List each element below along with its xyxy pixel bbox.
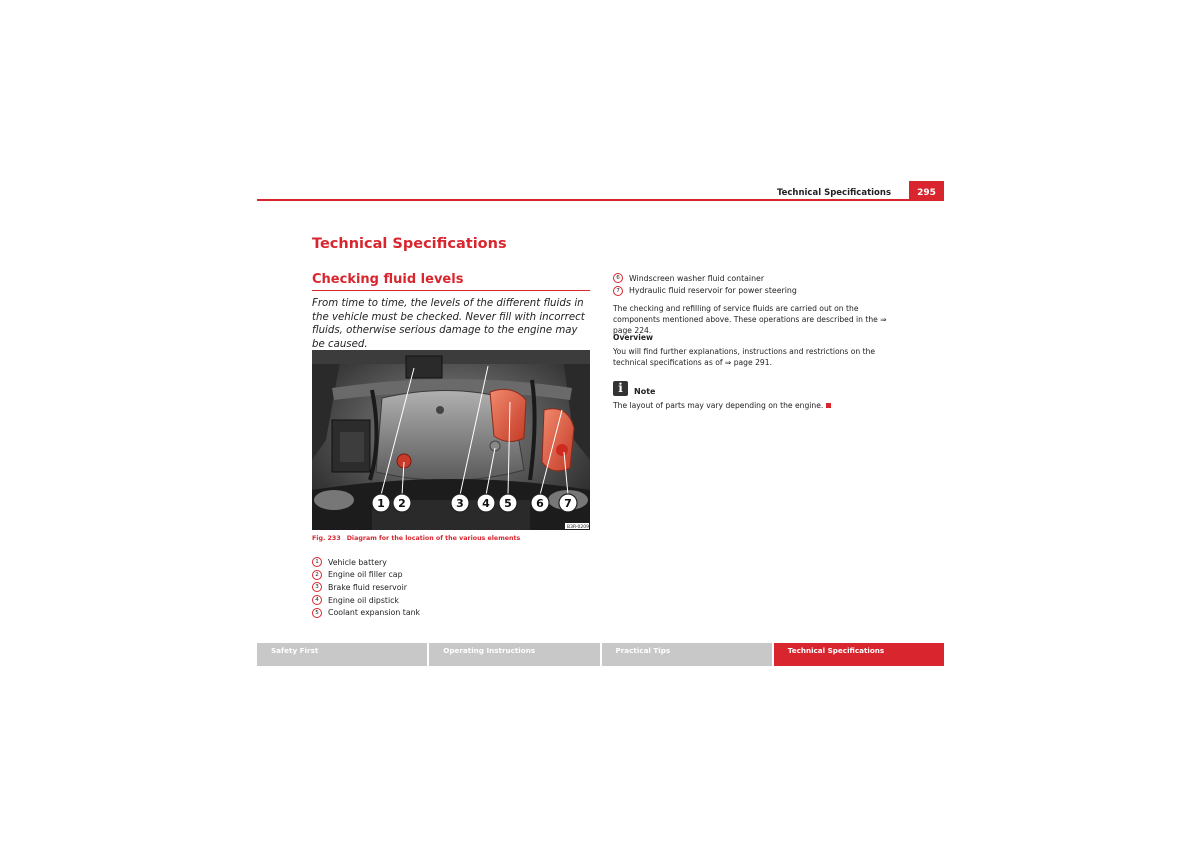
parts-list-right [613, 272, 797, 297]
page-number: 295 [909, 181, 944, 201]
svg-text:7: 7 [564, 497, 572, 510]
list-item [312, 606, 420, 619]
callout-1-icon [372, 494, 390, 512]
list-item-label: Hydraulic fluid reservoir for power steering [629, 286, 797, 296]
chapter-title: Technical Specifications [312, 236, 507, 252]
service-fluids-paragraph: The checking and refilling of service fluids are carried out on the components mentioned above. These operations are described in the ⇒ page 224. [613, 304, 887, 335]
section-heading: Checking fluid levels [312, 272, 464, 287]
tab-operating-instructions[interactable]: Operating Instructions [429, 643, 599, 666]
tab-safety-first[interactable]: Safety First [257, 643, 427, 666]
image-code: B3R-0209 [567, 525, 589, 530]
number-circle-icon: 1 [312, 557, 322, 567]
list-item-label: Engine oil dipstick [328, 595, 399, 605]
callout-7-icon [559, 494, 577, 512]
callout-4-icon [477, 494, 495, 512]
svg-text:4: 4 [482, 497, 490, 510]
note-title: Note [634, 387, 656, 396]
section-rule [312, 290, 590, 291]
parts-list-left [312, 556, 420, 619]
list-item [312, 581, 420, 594]
overview-heading: Overview [613, 333, 654, 342]
footer-nav [257, 643, 944, 666]
number-circle-icon: 4 [312, 595, 322, 605]
list-item-label: Coolant expansion tank [328, 608, 421, 618]
section-end-icon [826, 403, 831, 408]
list-item-label: Brake fluid reservoir [328, 582, 407, 592]
callout-2-icon [393, 494, 411, 512]
engine-bay-figure [312, 350, 590, 530]
list-item-label: Vehicle battery [328, 557, 387, 567]
number-circle-icon: 7 [613, 286, 623, 296]
callout-3-icon [451, 494, 469, 512]
list-item [312, 594, 420, 607]
list-item-label: Windscreen washer fluid container [629, 273, 765, 283]
number-circle-icon: 3 [312, 582, 322, 592]
info-icon: i [613, 381, 628, 396]
intro-text: From time to time, the levels of the different fluids in the vehicle must be checked. Never fill with incorrect fluids, otherwise serious damage to the engine may be caused. [312, 298, 585, 350]
list-item [613, 285, 797, 298]
note-paragraph [613, 400, 893, 411]
list-item [312, 569, 420, 582]
figure-label: Fig. 233 [312, 535, 341, 542]
tab-practical-tips[interactable]: Practical Tips [602, 643, 772, 666]
figure-caption [312, 535, 526, 542]
running-header-title: Technical Specifications [776, 188, 891, 198]
list-item [312, 556, 420, 569]
figure-caption-text: Diagram for the location of the various elements [346, 535, 521, 542]
number-circle-icon: 2 [312, 570, 322, 580]
header-rule [257, 199, 944, 201]
svg-text:3: 3 [456, 497, 464, 510]
callout-5-icon [499, 494, 517, 512]
svg-text:5: 5 [504, 497, 512, 510]
number-circle-icon: 6 [613, 273, 623, 283]
overview-paragraph: You will find further explanations, instructions and restrictions on the technical specifications as of ⇒ page 291. [613, 347, 876, 367]
list-item-label: Engine oil filler cap [328, 570, 403, 580]
svg-text:6: 6 [536, 497, 544, 510]
callout-layer [312, 350, 590, 530]
number-circle-icon: 5 [312, 608, 322, 618]
callout-6-icon [531, 494, 549, 512]
note-text: The layout of parts may vary depending on the engine. [613, 401, 824, 410]
svg-text:1: 1 [377, 497, 385, 510]
list-item [613, 272, 797, 285]
tab-technical-specifications[interactable]: Technical Specifications [774, 643, 944, 666]
svg-text:2: 2 [398, 497, 406, 510]
